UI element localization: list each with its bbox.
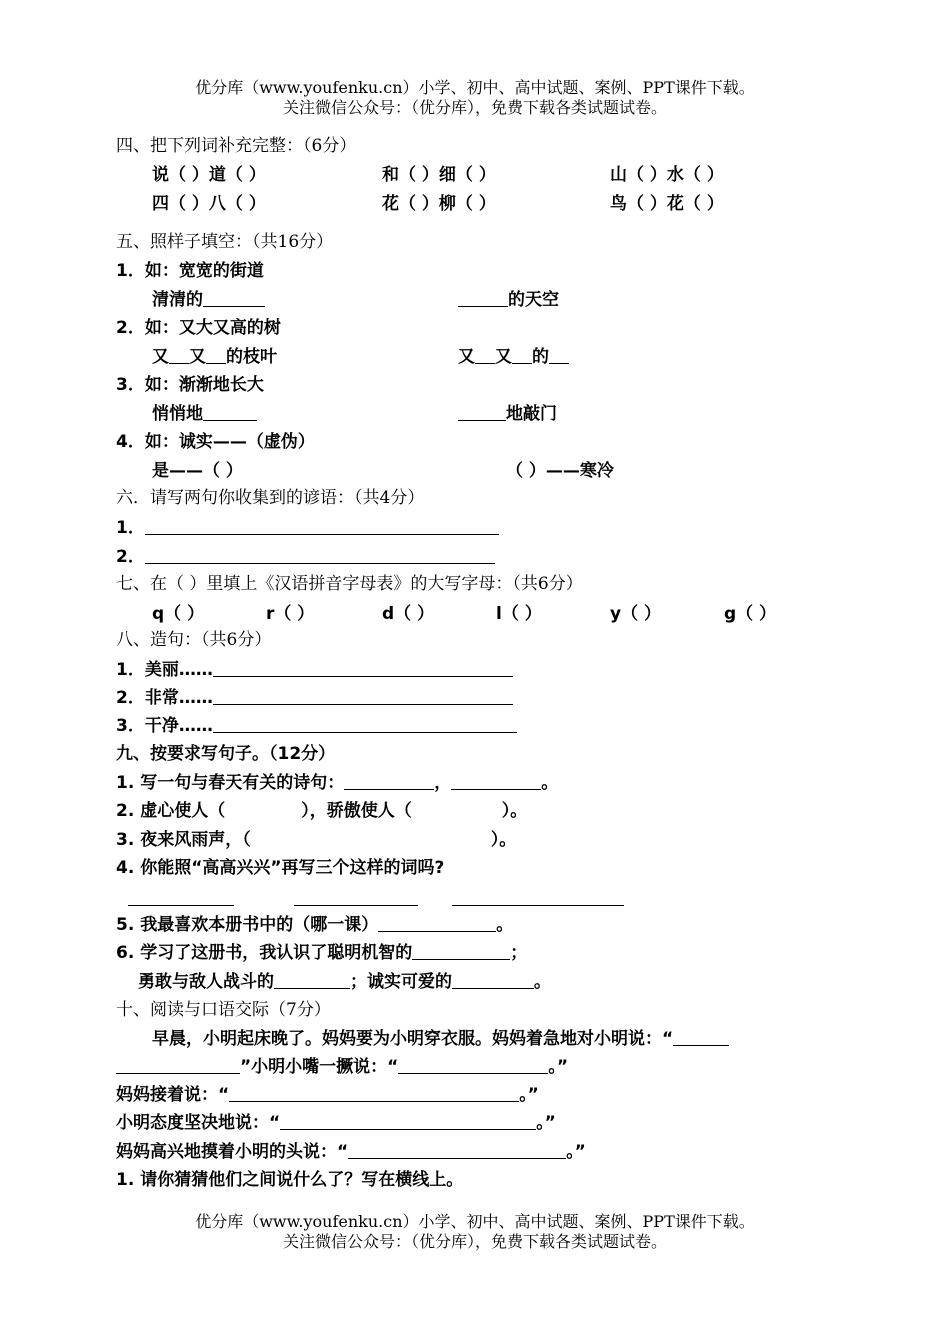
footer-line-1: 优分库（www.youfenku.cn）小学、初中、高中试题、案例、PPT课件下载。 xyxy=(195,1212,755,1231)
s7-letter-g: g（ ） xyxy=(724,604,777,624)
answer-blank[interactable] xyxy=(203,290,265,307)
s9-q6-continued: 勇敢与敌人战斗的 ；诚实可爱的 。 xyxy=(138,972,551,992)
s4-word-4: 四（ ）八（ ） xyxy=(152,194,266,214)
section-10-title: 十、阅读与口语交际（7分） xyxy=(116,1000,331,1020)
answer-blank[interactable] xyxy=(280,1113,536,1130)
answer-blank[interactable] xyxy=(206,347,226,364)
answer-blank[interactable] xyxy=(458,290,508,307)
s4-word-3: 山（ ）水（ ） xyxy=(610,165,724,185)
answer-blank[interactable] xyxy=(229,1085,519,1102)
s7-letter-r: r（ ） xyxy=(266,604,315,624)
section-5-title: 五、照样子填空：（共16分） xyxy=(116,232,334,252)
answer-blank[interactable] xyxy=(412,943,510,960)
s7-letter-l: l（ ） xyxy=(496,604,542,624)
s5-q4-answer-b: （ ）——寒冷 xyxy=(506,461,614,481)
answer-blank[interactable] xyxy=(169,347,189,364)
answer-blank[interactable] xyxy=(213,716,517,733)
answer-blank[interactable] xyxy=(512,347,532,364)
s5-q3-answer-a: 悄悄地 xyxy=(152,402,257,426)
s5-q1-answer-b: 的天空 xyxy=(458,288,559,312)
answer-blank[interactable] xyxy=(452,889,624,906)
answer-blank[interactable] xyxy=(294,889,418,906)
s6-line-1: 1． xyxy=(116,516,499,540)
s5-q1-answer-a: 清清的 xyxy=(152,288,265,312)
s5-q3: 3．如：渐渐地长大 xyxy=(116,375,264,395)
s8-q3: 3．干净…… xyxy=(116,714,517,738)
s4-word-1: 说（ ）道（ ） xyxy=(152,165,266,185)
footer-line-2: 关注微信公众号：（优分库），免费下载各类试题试卷。 xyxy=(282,1232,667,1251)
s9-q5: 5. 我最喜欢本册书中的（哪一课） 。 xyxy=(116,915,514,935)
s4-word-2: 和（ ）细（ ） xyxy=(382,165,496,185)
s5-q2-answer-a: 又 又 的枝叶 xyxy=(152,347,277,367)
answer-blank[interactable] xyxy=(452,972,534,989)
s5-q2: 2．如：又大又高的树 xyxy=(116,318,281,338)
section-6-title: 六．请写两句你收集到的谚语：（共4分） xyxy=(116,488,425,508)
s7-letter-q: q（ ） xyxy=(152,604,205,624)
answer-blank[interactable] xyxy=(128,889,234,906)
s4-word-5: 花（ ）柳（ ） xyxy=(382,194,496,214)
s5-q2-answer-b: 又 又 的 xyxy=(458,345,569,369)
s4-word-6: 鸟（ ）花（ ） xyxy=(610,194,724,214)
s10-paragraph-2: ”小明小嘴一撅说：“ 。” xyxy=(116,1055,568,1079)
s10-paragraph-5: 妈妈高兴地摸着小明的头说：“ 。” xyxy=(116,1142,586,1162)
s9-q2: 2. 虚心使人（ ），骄傲使人（ ）。 xyxy=(116,801,528,821)
s8-q2: 2．非常…… xyxy=(116,686,513,710)
answer-blank[interactable] xyxy=(398,1057,548,1074)
answer-blank[interactable] xyxy=(673,1029,729,1046)
s9-q4: 4. 你能照“高高兴兴”再写三个这样的词吗? xyxy=(116,858,445,878)
answer-blank[interactable] xyxy=(203,404,257,421)
s5-q4-answer-a: 是——（ ） xyxy=(152,461,243,481)
answer-blank[interactable] xyxy=(549,347,569,364)
answer-blank[interactable] xyxy=(344,773,434,790)
s7-letter-d: d（ ） xyxy=(382,604,435,624)
answer-blank[interactable] xyxy=(274,972,350,989)
s9-q4-blanks xyxy=(128,887,624,911)
s9-q6: 6. 学习了这册书，我认识了聪明机智的 ； xyxy=(116,943,528,963)
answer-blank[interactable] xyxy=(451,773,541,790)
s10-paragraph-3: 妈妈接着说：“ 。” xyxy=(116,1085,539,1105)
s10-question-1: 1. 请你猜猜他们之间说什么了？写在横线上。 xyxy=(116,1170,464,1190)
answer-blank[interactable] xyxy=(145,547,495,564)
answer-blank[interactable] xyxy=(213,688,513,705)
s8-q1: 1．美丽…… xyxy=(116,658,513,682)
header-line-1: 优分库（www.youfenku.cn）小学、初中、高中试题、案例、PPT课件下载。 xyxy=(195,78,755,97)
s6-line-2: 2． xyxy=(116,545,495,569)
answer-blank[interactable] xyxy=(458,404,506,421)
s5-q1: 1．如：宽宽的街道 xyxy=(116,261,264,281)
answer-blank[interactable] xyxy=(348,1142,566,1159)
s10-paragraph-4: 小明态度坚决地说：“ 。” xyxy=(116,1113,556,1133)
header-line-2: 关注微信公众号：（优分库），免费下载各类试题试卷。 xyxy=(282,98,667,117)
s9-q3: 3. 夜来风雨声，（ ）。 xyxy=(116,830,517,850)
s7-letter-y: y（ ） xyxy=(610,604,661,624)
answer-blank[interactable] xyxy=(378,915,496,932)
s5-q3-answer-b: 地敲门 xyxy=(458,402,557,426)
section-7-title: 七、在（ ）里填上《汉语拼音字母表》的大写字母：（共6分） xyxy=(116,574,583,594)
s5-q4: 4．如：诚实——（虚伪） xyxy=(116,432,315,452)
s9-q1: 1. 写一句与春天有关的诗句： ， 。 xyxy=(116,773,559,793)
answer-blank[interactable] xyxy=(145,518,499,535)
answer-blank[interactable] xyxy=(213,660,513,677)
section-4-title: 四、把下列词补充完整：（6分） xyxy=(116,136,357,156)
answer-blank[interactable] xyxy=(116,1057,240,1074)
section-9-title: 九、按要求写句子。（12分） xyxy=(116,744,336,764)
s10-paragraph-1: 早晨，小明起床晚了。妈妈要为小明穿衣服。妈妈着急地对小明说：“ xyxy=(152,1027,729,1051)
section-8-title: 八、造句：（共6分） xyxy=(116,630,272,650)
answer-blank[interactable] xyxy=(475,347,495,364)
